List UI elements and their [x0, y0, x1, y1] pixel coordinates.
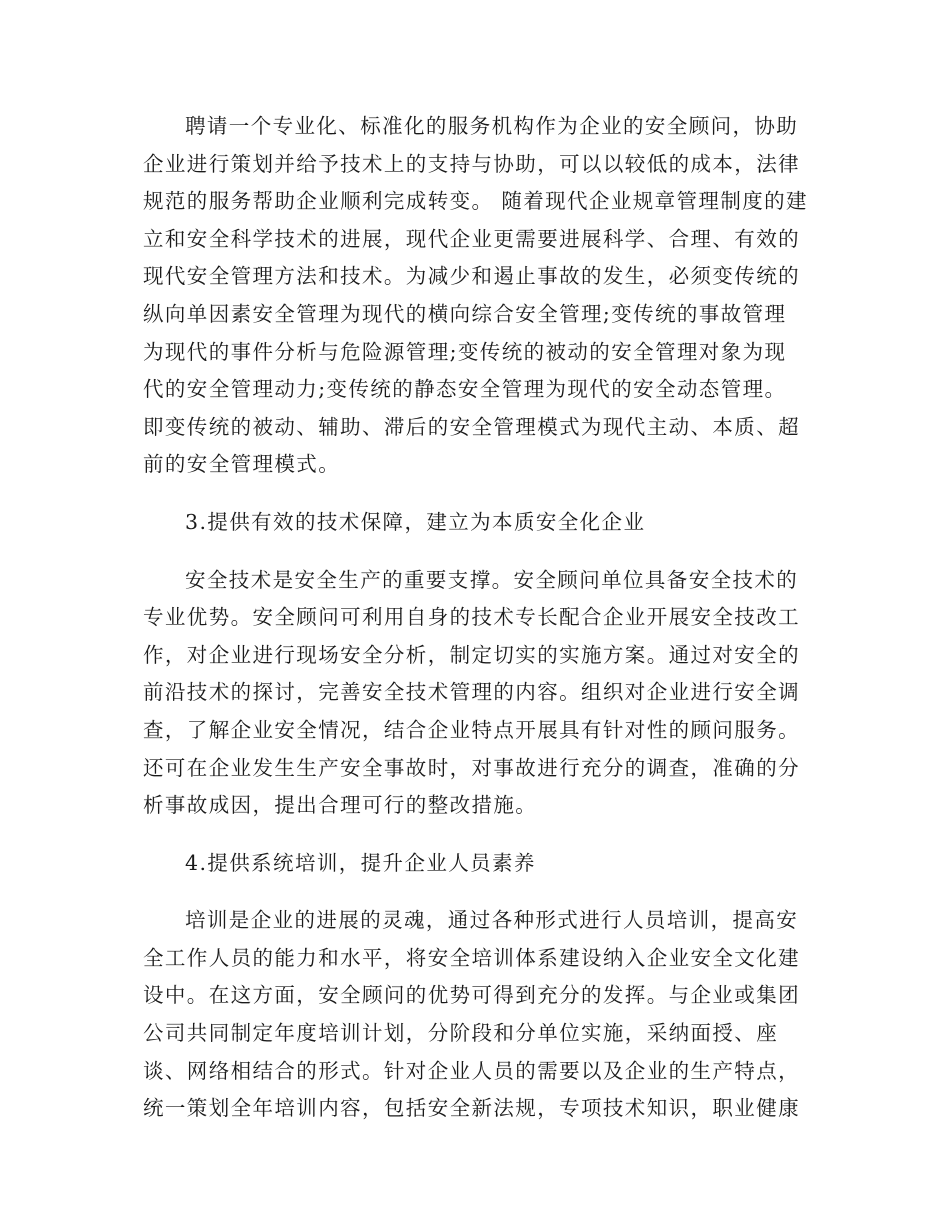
section-heading-4: 4.提供系统培训，提升企业人员素养: [185, 850, 536, 875]
document-body: [143, 108, 808, 1148]
section-heading-3: 3.提供有效的技术保障，建立为本质安全化企业: [185, 509, 646, 534]
paragraph-training: 培训是企业的进展的灵魂，通过各种形式进行人员培训，提高安全工作人员的能力和水平，将安全培训体系建设纳入企业安全文化建设中。在这方面，安全顾问的优势可得到充分的发挥。与企业或集团公司共同制定年度培训计划，分阶段和分单位实施，采纳面授、座谈、网络相结合的形式。针对企业人员的需要以及企业的生产特点，统一策划全年培训内容，包括安全新法规，专项技术知识，职业健康: [143, 908, 800, 1121]
paragraph-consultant-intro: 聘请一个专业化、标准化的服务机构作为企业的安全顾问，协助企业进行策划并给予技术上的支持与协助，可以以较低的成本，法律规范的服务帮助企业顺利完成转变。 随着现代企业规章管理制度的建立和安全科学技术的进展，现代企业更需要进展科学、合理、有效的现代安全管理方法和技术。为减少和遏止事故的发生，必须变传统的纵向单因素安全管理为现代的横向综合安全管理;变传统的事故管理为现代的事件分析与危险源管理;变传统的被动的安全管理对象为现代的安全管理动力;变传统的静态安全管理为现代的安全动态管理。即变传统的被动、辅助、滞后的安全管理模式为现代主动、本质、超前的安全管理模式。: [143, 114, 808, 477]
paragraph-technical-support: 安全技术是安全生产的重要支撑。安全顾问单位具备安全技术的专业优势。安全顾问可利用自身的技术专长配合企业开展安全技改工作，对企业进行现场安全分析，制定切实的实施方案。通过对安全的前沿技术的探讨，完善安全技术管理的内容。组织对企业进行安全调查，了解企业安全情况，结合企业特点开展具有针对性的顾问服务。还可在企业发生生产安全事故时，对事故进行充分的调查，准确的分析事故成因，提出合理可行的整改措施。: [143, 567, 800, 818]
